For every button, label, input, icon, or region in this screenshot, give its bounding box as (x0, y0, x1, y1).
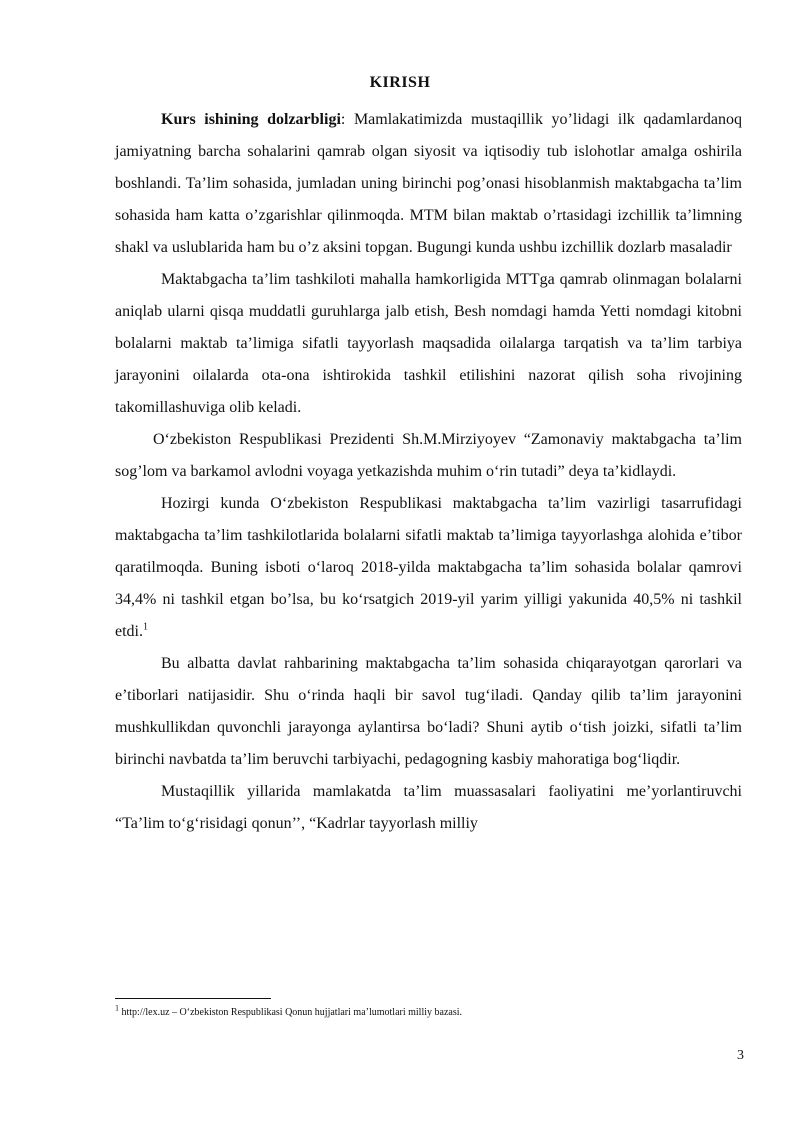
paragraph-text: Bu albatta davlat rahbarining maktabgacha ta’lim sohasida chiqarayotgan qarorlari va e’tiborlari natijasidir. Shu o‘rinda haqli bir savol tug‘iladi. Qanday qilib ta’lim jarayonini mushkullikdan quvonchli jarayonga aylantirsa bo‘ladi? Shuni aytib o‘tish joizki, sifatli ta’lim birinchi navbatda ta’lim beruvchi tarbiyachi, pedagogning kasbiy mahoratiga bog‘liqdir. (115, 655, 742, 768)
footnote-text: http://lex.uz – O‘zbekiston Respublikasi Qonun hujjatlari ma’lumotlari milliy bazasi. (119, 1007, 462, 1018)
paragraph-relevance (115, 104, 742, 264)
paragraph-text: Maktabgacha ta’lim tashkiloti mahalla hamkorligida MTTga qamrab olinmagan bolalarni aniqlab ularni qisqa muddatli guruhlarga jalb etish, Besh nomdagi hamda Yetti nomdagi kitobni bolalarni maktab ta’limiga sifatli tayyorlash maqsadida oilalarga tarqatish va ta’lim tarbiya jarayonini oilalarda ota-ona ishtirokida tashkil etilishini nazorat qilish soha rivojining takomillashuviga olib keladi. (115, 271, 742, 416)
footnote-reference: 1 (143, 621, 148, 633)
paragraph-quality-education (115, 648, 742, 776)
footnote-divider (115, 998, 271, 999)
paragraph-preschool-organization (115, 264, 742, 424)
footnote (115, 1003, 742, 1020)
body-text (115, 104, 742, 840)
paragraph-lead: Kurs ishining dolzarbligi (161, 111, 341, 128)
section-heading: KIRISH (369, 74, 431, 91)
paragraph-president-quote (115, 424, 742, 488)
paragraph-ministry (115, 488, 742, 648)
paragraph-text: Mustaqillik yillarida mamlakatda ta’lim muassasalari faoliyatini me’yorlantiruvchi “Ta’lim to‘g‘risidagi qonun’’, “Kadrlar tayyorlash milliy (115, 783, 742, 832)
paragraph-lead-separator: : (340, 111, 346, 128)
paragraph-independence-years (115, 776, 742, 840)
paragraph-text: Mamlakatimizda mustaqillik yo’lidagi ilk qadamlardanoq jamiyatning barcha sohalarini qamrab olgan siyosit va iqtisodiy tub islohotlar amalga oshirila boshlandi. Ta’lim sohasida, jumladan uning birinchi pog’onasi hisoblanmish maktabgacha ta’lim sohasida ham katta o’zgarishlar qilinmoqda. MTM bilan maktab o’rtasidagi izchillik ta’limning shakl va uslublarida ham bu o’z aksini topgan. Bugungi kunda ushbu izchillik dozlarb masaladir (115, 111, 743, 256)
paragraph-text: O‘zbekiston Respublikasi Prezidenti Sh.M.Mirziyoyev “Zamonaviy maktabgacha ta’lim sog’lom va barkamol avlodni voyaga yetkazishda muhim o‘rin tutadi” deya ta’kidlaydi. (115, 431, 742, 480)
page-number: 3 (737, 1048, 744, 1063)
footnote-marker: 1 (115, 1003, 119, 1013)
paragraph-text: Hozirgi kunda O‘zbekiston Respublikasi maktabgacha ta’lim vazirligi tasarrufidagi maktabgacha ta’lim tashkilotlarida bolalarni sifatli maktab ta’limiga tayyorlashga alohida e’tibor qaratilmoqda. Buning isboti o‘laroq 2018-yilda maktabgacha ta’lim sohasida bolalar qamrovi 34,4% ni tashkil etgan bo’lsa, bu ko‘rsatgich 2019-yil yarim yilligi yakunida 40,5% ni tashkil etdi. (115, 495, 742, 640)
